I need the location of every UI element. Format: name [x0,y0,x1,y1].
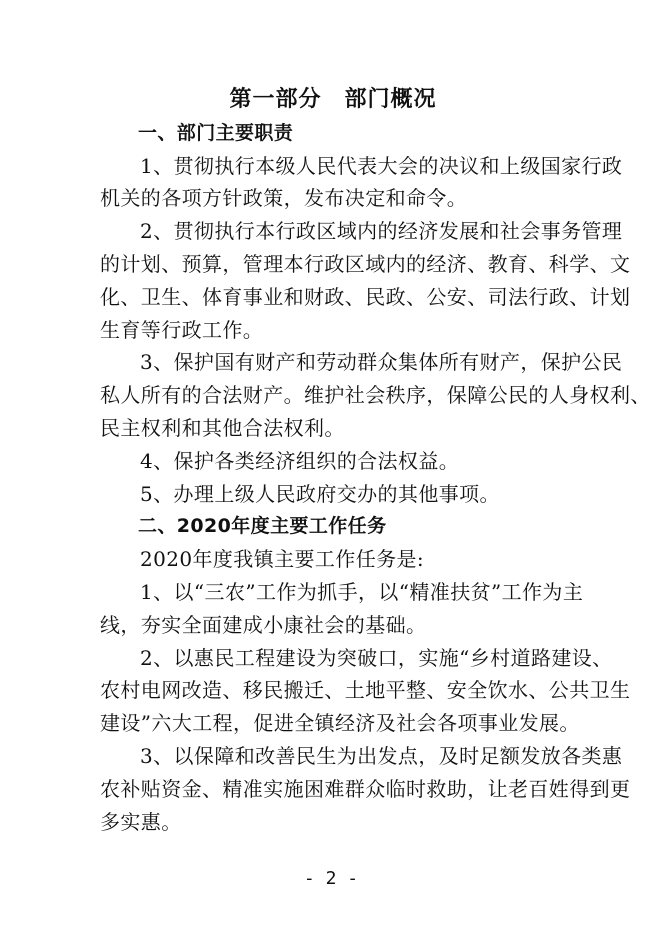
paragraph-line: 2020年度我镇主要工作任务是: [140,547,425,572]
paragraph-line: 农补贴资金、精准实施困难群众临时救助，让老百姓得到更 [100,776,631,801]
paragraph-line: 机关的各项方针政策，发布决定和命令。 [100,186,468,211]
paragraph [100,642,631,740]
paragraph [100,543,566,576]
paragraph-line: 生育等行政工作。 [100,317,264,342]
paragraph-line: 农村电网改造、移民搬迁、土地平整、安全饮水、公共卫生 [100,678,631,703]
page-title: 第一部分 部门概况 [229,87,437,112]
page-number: - 2 - [303,868,359,889]
paragraph [100,346,651,444]
paragraph [100,150,623,216]
paragraph-line: 化、卫生、体育事业和财政、民政、公安、司法行政、计划 [100,284,631,309]
paragraph-line: 3、保护国有财产和劳动群众集体所有财产，保护公民 [140,350,623,375]
paragraph-line: 5、办理上级人民政府交办的其他事项。 [140,481,500,506]
paragraph [100,445,566,478]
paragraph-line: 1、以“三农”工作为抓手，以“精准扶贫”工作为主 [140,579,584,604]
paragraph [100,215,631,346]
paragraph-line: 多实惠。 [100,809,182,834]
paragraph-line: 2、以惠民工程建设为突破口，实施“乡村道路建设、 [140,645,613,670]
paragraph-line: 民主权利和其他合法权利。 [100,415,345,440]
section-heading: 二、2020年度主要工作任务 [138,515,387,538]
paragraph [100,478,566,511]
paragraph [100,740,631,838]
section-heading: 一、部门主要职责 [138,121,294,144]
paragraph-line: 的计划、预算，管理本行政区域内的经济、教育、科学、文 [100,251,631,276]
paragraph-line: 2、贯彻执行本行政区域内的经济发展和社会事务管理 [140,219,623,244]
paragraph [100,576,584,642]
paragraph-line: 4、保护各类经济组织的合法权益。 [140,448,460,473]
paragraph-line: 线，夯实全面建成小康社会的基础。 [100,612,427,637]
paragraph-line: 3、以保障和改善民生为出发点，及时足额发放各类惠 [140,743,623,768]
paragraph-line: 建设”六大工程，促进全镇经济及社会各项事业发展。 [100,711,580,736]
document-body [100,84,651,838]
paragraph-line: 私人所有的合法财产。维护社会秩序，保障公民的人身权利、 [100,383,651,408]
paragraph-line: 1、贯彻执行本级人民代表大会的决议和上级国家行政 [140,153,623,178]
